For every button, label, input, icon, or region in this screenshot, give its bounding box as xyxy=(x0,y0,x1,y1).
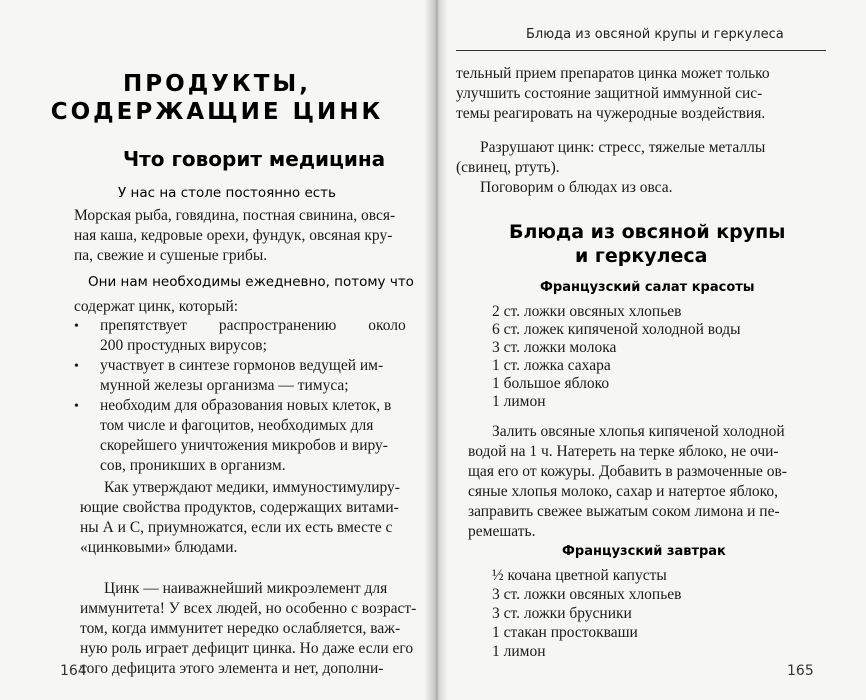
text-line: иммунитета! У всех людей, но особенно с возраст- xyxy=(80,600,417,617)
text-line: сов, проникших в организм. xyxy=(100,457,286,474)
text-line: (свинец, ртуть). xyxy=(456,159,560,176)
ingredient-item: 3 ст. ложки брусники xyxy=(492,605,632,622)
text-line: ная каша, кедровые орехи, фундук, овсяная кру- xyxy=(74,227,393,244)
text-line: заправить свежее выжатым соком лимона и пе- xyxy=(468,503,780,520)
ingredient-item: ½ кочана цветной капусты xyxy=(492,567,667,584)
ingredient-item: 3 ст. ложки молока xyxy=(492,339,617,356)
text-line: ремешать. xyxy=(468,523,536,540)
text-line: скорейшего уничтожения микробов и виру- xyxy=(100,437,388,454)
bullet-icon: • xyxy=(74,399,79,414)
chapter-title-line1: ПРОДУКТЫ, xyxy=(123,71,311,97)
page-number-left: 164 xyxy=(60,663,87,679)
text-line: препятствует распространению около xyxy=(100,317,406,334)
ingredient-item: 1 ст. ложка сахара xyxy=(492,357,611,374)
text-line: необходим для образования новых клеток, в xyxy=(100,397,392,414)
text-line: содержат цинк, который: xyxy=(74,298,239,315)
bullet-icon: • xyxy=(74,319,79,334)
page-number-right: 165 xyxy=(787,663,814,679)
text-line: том, когда иммунитет нередко ослабляется, важ- xyxy=(80,620,401,637)
section-heading-oat: Блюда из овсяной крупы xyxy=(509,221,786,243)
text-line: Морская рыба, говядина, постная свинина, овся- xyxy=(74,207,396,224)
ingredient-item: 1 большое яблоко xyxy=(492,375,610,392)
text-line: мунной железы организма — тимуса; xyxy=(100,377,349,394)
text-line: Разрушают цинк: стресс, тяжелые металлы xyxy=(480,139,766,156)
ingredient-item: 6 ст. ложек кипяченой холодной воды xyxy=(492,321,741,338)
subheading-needed-daily: Они нам необходимы ежедневно, потому что xyxy=(88,274,414,290)
text-line: водой на 1 ч. Натереть на терке яблоко, не очи- xyxy=(468,443,779,460)
text-line: ную роль играет дефицит цинка. Но даже если его xyxy=(80,640,414,657)
section-heading-medicine: Что говорит медицина xyxy=(123,147,386,171)
right-page xyxy=(434,0,866,700)
text-line: участвует в синтезе гормонов ведущей им- xyxy=(100,357,384,374)
text-line: па, свежие и сушеные грибы. xyxy=(74,247,268,264)
text-line: Поговорим о блюдах из овса. xyxy=(480,179,673,196)
ingredient-item: 1 стакан простокваши xyxy=(492,624,638,641)
text-line: тельный прием препаратов цинка может только xyxy=(456,65,770,82)
text-line: сяные хлопья молоко, сахар и натертое яблоко, xyxy=(468,483,779,500)
subheading-on-table: У нас на столе постоянно есть xyxy=(118,185,336,201)
ingredient-item: 2 ст. ложки овсяных хлопьев xyxy=(492,303,682,320)
chapter-title-line2: СОДЕРЖАЩИЕ ЦИНК xyxy=(50,99,384,125)
recipe-title: Французский завтрак xyxy=(562,544,726,559)
text-line: ющие свойства продуктов, содержащих витами- xyxy=(80,499,399,516)
text-line: Как утверждают медики, иммуностимулиру- xyxy=(104,479,400,496)
book-spine-shadow xyxy=(424,0,448,700)
text-line: «цинковыми» блюдами. xyxy=(80,539,238,556)
text-line: ны А и С, приумножатся, если их есть вместе с xyxy=(80,519,393,536)
recipe-title: Французский салат красоты xyxy=(540,280,755,295)
text-line: Залить овсяные хлопья кипяченой холодной xyxy=(492,423,785,440)
text-line: улучшить состояние защитной иммунной сис- xyxy=(456,85,763,102)
text-line: том числе и фагоцитов, необходимых для xyxy=(100,417,374,434)
header-rule xyxy=(456,50,826,51)
ingredient-item: 3 ст. ложки овсяных хлопьев xyxy=(492,586,682,603)
text-line: того дефицита этого элемента и нет, дополни- xyxy=(80,660,384,677)
running-head: Блюда из овсяной крупы и геркулеса xyxy=(526,27,784,42)
text-line: щая его от кожуры. Добавить в размоченные ов- xyxy=(468,463,787,480)
section-heading-oat-line2: и геркулеса xyxy=(575,245,708,267)
bullet-item xyxy=(100,316,410,337)
ingredient-item: 1 лимон xyxy=(492,393,546,410)
text-line: темы реагировать на чужеродные воздействия. xyxy=(456,105,766,122)
ingredient-item: 1 лимон xyxy=(492,643,546,660)
text-line: Цинк — наиважнейший микроэлемент для xyxy=(104,580,388,597)
text-line: 200 простудных вирусов; xyxy=(100,337,267,354)
bullet-icon: • xyxy=(74,359,79,374)
